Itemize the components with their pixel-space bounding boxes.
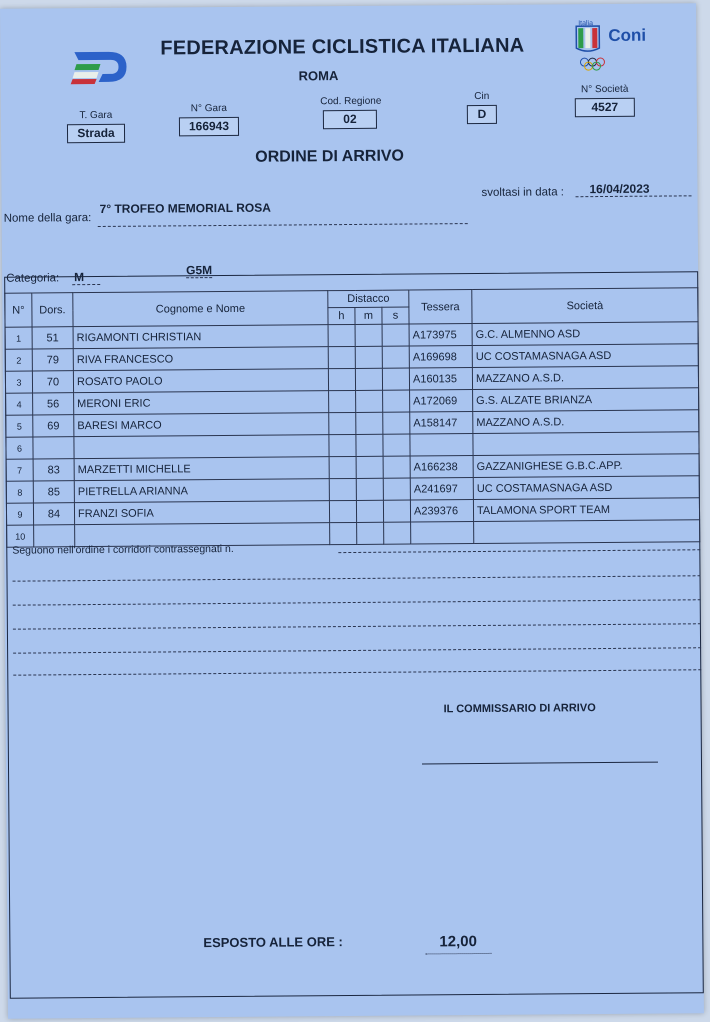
row-h [328,324,355,346]
coni-label: Coni [608,25,647,45]
header-dors: Dors. [32,293,73,327]
row-name: RIVA FRANCESCO [73,347,328,371]
row-m [356,478,383,500]
row-tessera: A239376 [410,500,473,522]
row-dors [33,437,74,459]
header-s: s [382,307,409,324]
race-date-label: svoltasi in data : [481,186,565,199]
row-tessera: A169698 [409,346,472,368]
tipo-gara-value: Strada [67,124,125,143]
row-tessera: A172069 [410,390,473,412]
row-m [356,434,383,456]
row-dors: 51 [32,327,73,349]
row-h [329,390,356,412]
row-name: FRANZI SOFIA [74,501,329,525]
row-s [382,346,409,368]
row-tessera: A160135 [409,368,472,390]
commissario-label: IL COMMISSARIO DI ARRIVO [443,702,596,716]
row-name: MERONI ERIC [74,391,329,415]
race-date-value: 16/04/2023 [589,181,650,197]
italia-label: Italia [578,20,594,28]
row-tessera: A166238 [410,456,473,478]
codice-regione-value: 02 [323,110,377,129]
row-societa: TALAMONA SPORT TEAM [473,498,699,522]
row-s [382,324,409,346]
header-tessera: Tessera [409,290,472,324]
row-h [329,412,356,434]
document-sheet [0,3,704,1018]
row-s [384,522,411,544]
row-dors: 70 [32,371,73,393]
header-num: N° [5,293,32,327]
row-tessera: A173975 [409,324,472,346]
row-h [329,500,356,522]
row-h [330,522,357,544]
row-name: RIGAMONTI CHRISTIAN [73,325,328,349]
header-h: h [328,307,355,324]
fci-logo [68,48,128,86]
tipo-gara-label: T. Gara [79,109,113,122]
row-m [355,368,382,390]
row-m [356,412,383,434]
row-dors: 83 [33,459,74,481]
cin-value: D [467,105,497,124]
following-riders-text: Seguono nell'ordine i corridori contrassegnati n. [12,542,234,557]
header-societa: Società [472,288,698,324]
row-societa: UC COSTAMASNAGA ASD [472,344,698,368]
row-dors: 56 [33,393,74,415]
row-h [329,434,356,456]
row-societa [474,520,700,544]
row-name: BARESI MARCO [74,413,329,437]
row-societa: G.S. ALZATE BRIANZA [473,388,699,412]
row-name: MARZETTI MICHELLE [74,457,329,481]
numero-gara-label: N° Gara [190,102,227,115]
row-num: 8 [6,481,33,503]
row-num: 6 [6,437,33,459]
city-subtitle: ROMA [298,68,339,84]
row-societa: UC COSTAMASNAGA ASD [473,476,699,500]
row-h [328,368,355,390]
results-table [4,287,700,547]
row-dors: 79 [32,349,73,371]
race-name-label: Nome della gara: [3,212,92,225]
row-tessera [411,522,474,544]
row-h [329,478,356,500]
numero-societa-value: 4527 [575,98,635,117]
row-s [383,500,410,522]
esposto-label: ESPOSTO ALLE ORE : [203,934,343,951]
codice-regione-label: Cod. Regione [320,95,382,108]
class-value: G5M [186,263,213,278]
row-tessera: A158147 [410,412,473,434]
row-societa: G.C. ALMENNO ASD [472,322,698,346]
row-name: ROSATO PAOLO [73,369,328,393]
header-name: Cognome e Nome [73,291,328,327]
row-tessera: A241697 [410,478,473,500]
numero-societa-label: N° Società [580,83,629,96]
row-num: 7 [6,459,33,481]
row-name [74,435,329,459]
row-h [329,456,356,478]
row-num: 3 [5,371,32,393]
document-title: ORDINE DI ARRIVO [255,147,405,166]
header-m: m [355,307,382,324]
row-num: 4 [6,393,33,415]
category-label: Categoria: [6,272,60,285]
row-dors: 85 [33,481,74,503]
row-num: 9 [6,503,33,525]
category-value: M [74,270,85,285]
row-dors: 84 [33,503,74,525]
race-name-value: 7° TROFEO MEMORIAL ROSA [99,200,271,216]
row-m [355,346,382,368]
cin-label: Cin [474,90,490,103]
row-s [383,434,410,456]
row-societa: GAZZANIGHESE G.B.C.APP. [473,454,699,478]
row-num: 1 [5,327,32,349]
federation-title: FEDERAZIONE CICLISTICA ITALIANA [160,34,525,60]
row-s [383,412,410,434]
row-s [382,368,409,390]
row-s [383,456,410,478]
row-s [383,478,410,500]
row-m [357,522,384,544]
header-distacco: Distacco [328,290,409,308]
row-s [383,390,410,412]
row-m [356,500,383,522]
row-societa [473,432,699,456]
esposto-time: 12,00 [439,933,477,951]
row-societa: MAZZANO A.S.D. [472,366,698,390]
row-h [328,346,355,368]
row-m [356,390,383,412]
row-societa: MAZZANO A.S.D. [473,410,699,434]
row-tessera [410,434,473,456]
numero-gara-value: 166943 [179,117,239,136]
row-m [355,324,382,346]
row-num: 2 [5,349,32,371]
row-num: 10 [7,525,34,547]
row-m [356,456,383,478]
row-name: PIETRELLA ARIANNA [74,479,329,503]
row-num: 5 [6,415,33,437]
row-dors: 69 [33,415,74,437]
